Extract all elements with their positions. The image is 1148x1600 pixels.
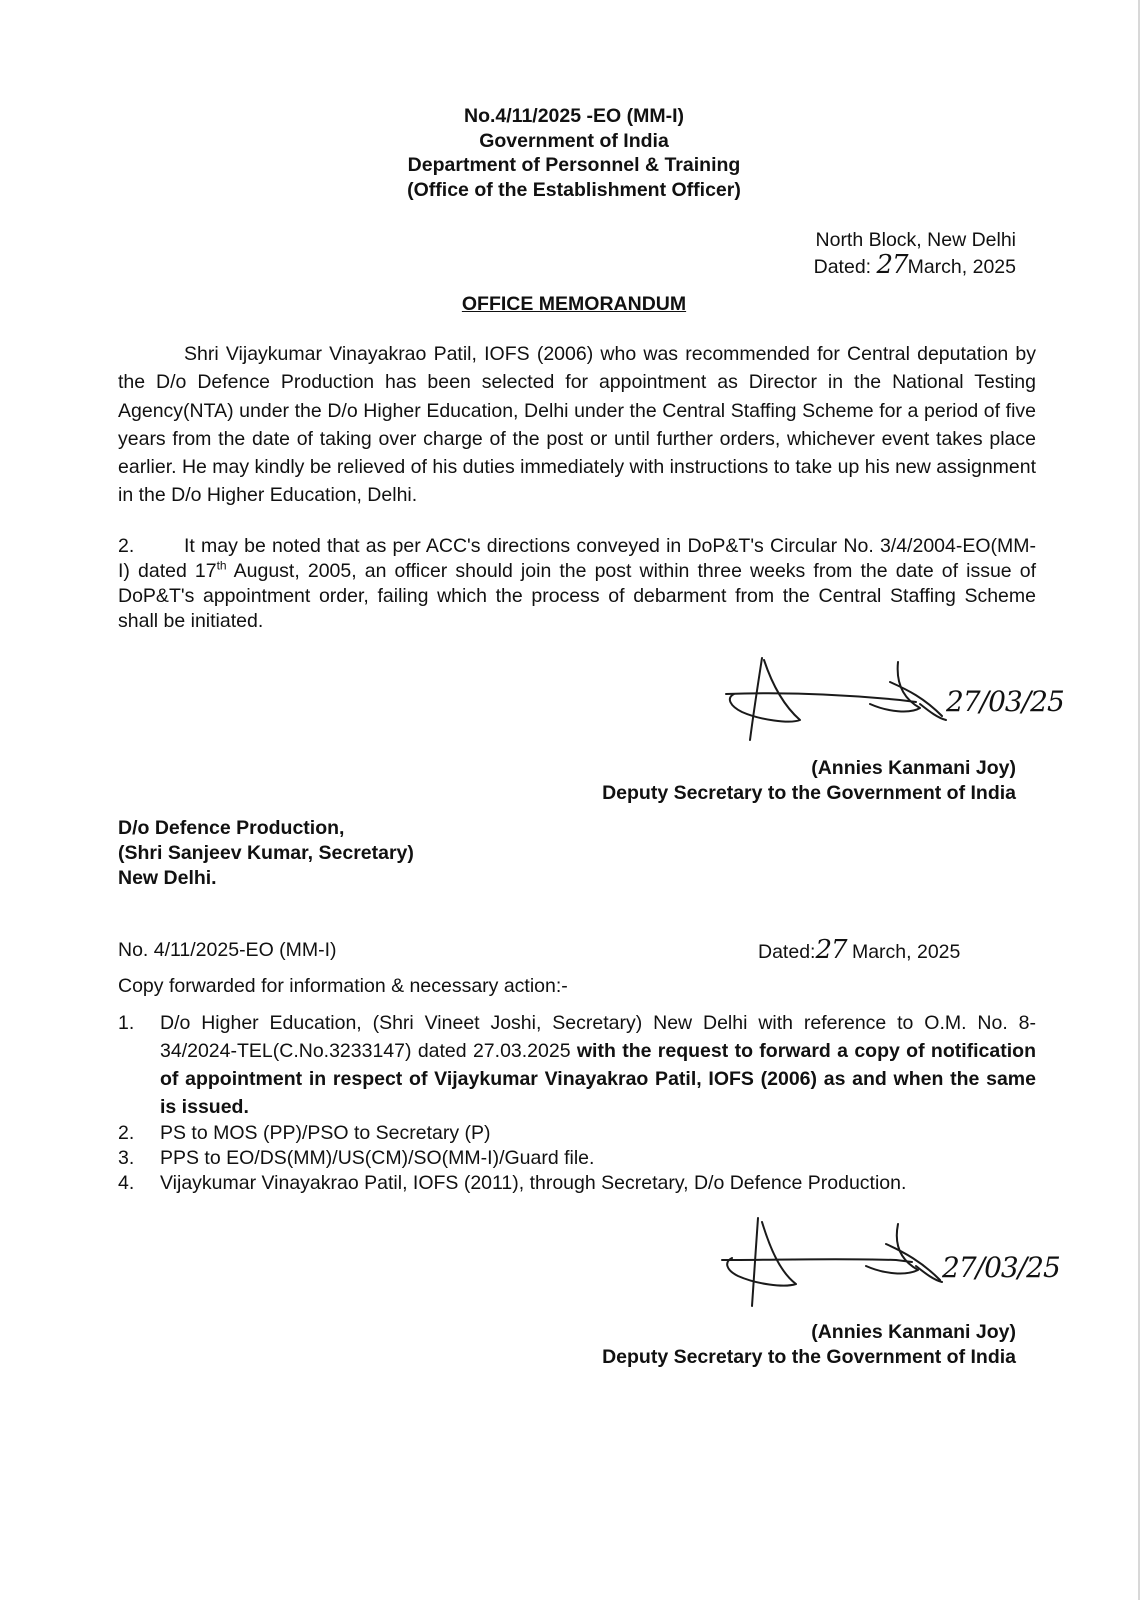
copy-date: Dated:27 March, 2025 <box>758 935 961 965</box>
dated-month-year: March, 2025 <box>907 256 1016 278</box>
list-item: 2. PS to MOS (PP)/PSO to Secretary (P) <box>118 1122 491 1144</box>
signature-1-date: 27/03/25 <box>946 685 1064 718</box>
list-item: 4. Vijaykumar Vinayakrao Patil, IOFS (2011), through Secretary, D/o Defence Production. <box>118 1172 907 1194</box>
issue-date <box>813 250 1016 280</box>
location: North Block, New Delhi <box>815 229 1016 251</box>
paragraph-2-text: 2. It may be noted that as per ACC's directions conveyed in DoP&T's Circular No. 3/4/2004-EO(MM-I) dated 17th August, 2005, an officer should join the post within three weeks from the date of issue of DoP&T's appointment order, failing which the process of debarment from the Central Staffing Scheme shall be initiated. <box>118 535 1036 632</box>
handwritten-day: 27 <box>876 250 908 280</box>
government-name: Government of India <box>479 129 669 152</box>
signatory-designation: Deputy Secretary to the Government of India <box>602 1346 1016 1368</box>
handwritten-day: 27 <box>815 935 847 965</box>
signature-2-date: 27/03/25 <box>942 1251 1060 1284</box>
list-item: 1. D/o Higher Education, (Shri Vineet Joshi, Secretary) New Delhi with reference to O.M. No. 8-34/2024-TEL(C.No.3233147) dated 27.03.2025 with the request to forward a copy of notification of appointment in respect of Vijaykumar Vinayakrao Patil, IOFS (2006) as and when the same is issued. <box>118 1012 1036 1118</box>
list-item: 3. PPS to EO/DS(MM)/US(CM)/SO(MM-I)/Guard file. <box>118 1147 595 1169</box>
ordinal-suffix: th <box>216 558 227 573</box>
signatory-name: (Annies Kanmani Joy) <box>811 757 1016 779</box>
signatory-designation: Deputy Secretary to the Government of India <box>602 782 1016 804</box>
file-number: No.4/11/2025 -EO (MM-I) <box>464 105 684 127</box>
memo-title: OFFICE MEMORANDUM <box>461 293 687 315</box>
copy-reference-number: No. 4/11/2025-EO (MM-I) <box>118 939 337 961</box>
office-name: (Office of the Establishment Officer) <box>407 178 741 201</box>
signatory-block-1 <box>602 756 1016 806</box>
paragraph-1-text: Shri Vijaykumar Vinayakrao Patil, IOFS (2006) who was recommended for Central deputation by the D/o Defence Production has been selected for appointment as Director in the National Testing Agency(NTA) under the D/o Higher Education, Delhi under the Central Staffing Scheme for a period of five years from the date of taking over charge of the post or until further orders, whichever event takes place earlier. He may kindly be relieved of his duties immediately with instructions to take up his new assignment in the D/o Higher Education, Delhi. <box>118 343 1037 507</box>
paragraph-number: 2. <box>118 535 135 557</box>
signatory-name: (Annies Kanmani Joy) <box>811 1321 1016 1343</box>
place-and-date <box>814 228 1016 280</box>
dated-label: Dated: <box>813 256 872 278</box>
copy-recipient-list <box>118 1009 1036 1196</box>
copy-forwarded-intro: Copy forwarded for information & necessary action:- <box>118 975 568 997</box>
page-edge <box>1138 0 1140 1600</box>
paragraph-2 <box>118 534 1036 634</box>
signatory-block-2 <box>602 1320 1016 1370</box>
department-name: Department of Personnel & Training <box>407 154 741 176</box>
handwritten-signature-2 <box>718 1214 1098 1310</box>
handwritten-signature-1 <box>720 654 1100 744</box>
paragraph-1 <box>118 340 1036 510</box>
letterhead <box>0 104 1148 202</box>
addressee: D/o Defence Production, (Shri Sanjeev Kumar, Secretary) New Delhi. <box>118 817 414 889</box>
